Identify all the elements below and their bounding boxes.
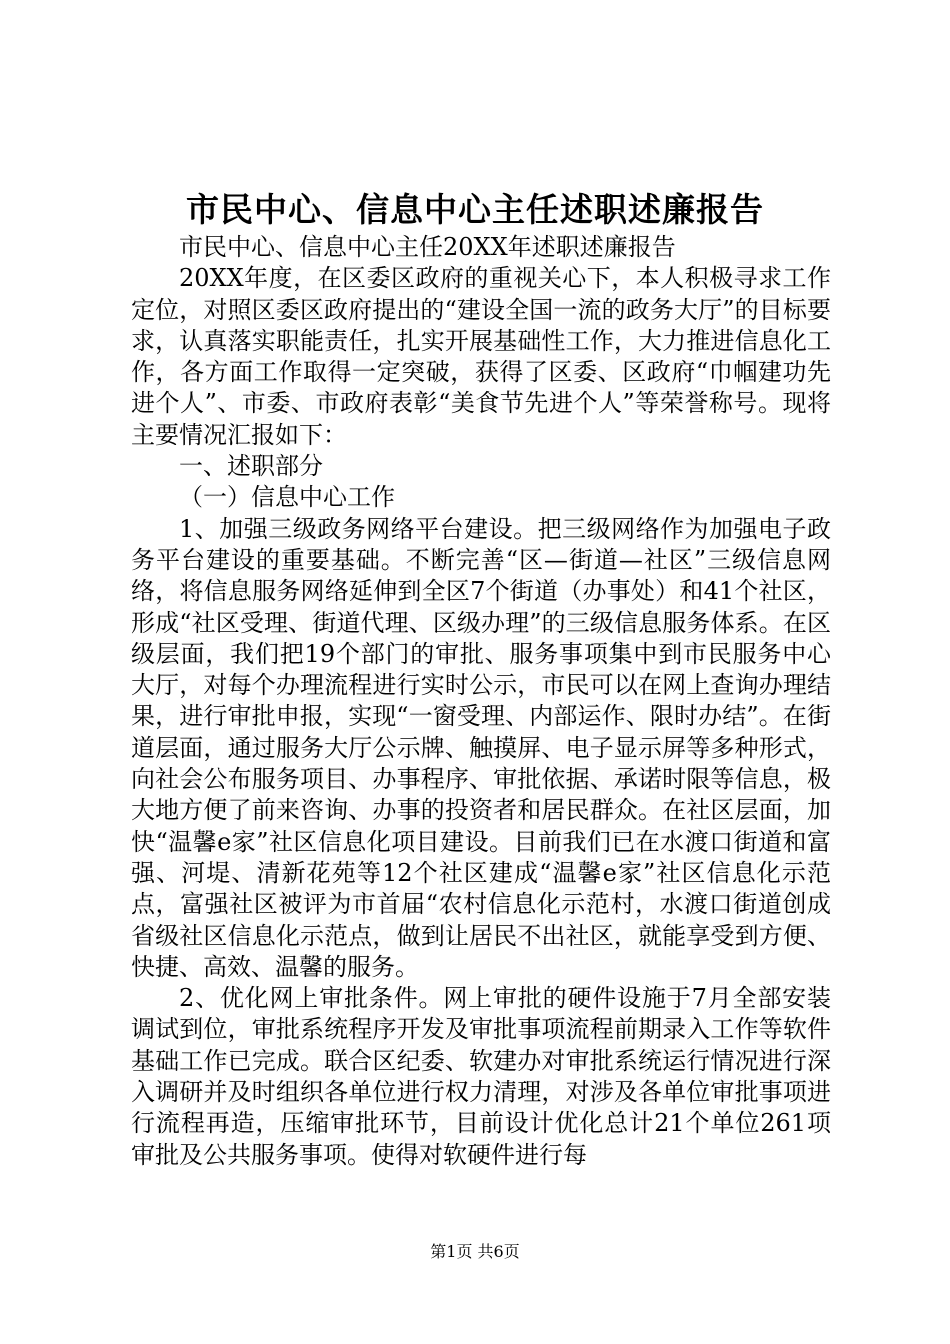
paragraph-item-2: 2、优化网上审批条件。网上审批的硬件设施于7月全部安装调试到位，审批系统程序开发及审批事项流程前期录入工作等软件基础工作已完成。联合区纪委、软建办对审批系统运行情况进行深入调研并及时组织各单位进行权力清理，对涉及各单位审批事项进行流程再造，压缩审批环节，目前设计优化总计21个单位261项审批及公共服务事项。使得对软硬件进行每 [131, 984, 831, 1169]
paragraph-item-1: 1、加强三级政务网络平台建设。把三级网络作为加强电子政务平台建设的重要基础。不断完善“区—街道—社区”三级信息网络，将信息服务网络延伸到全区7个街道（办事处）和41个社区，形成“社区受理、街道代理、区级办理”的三级信息服务体系。在区级层面，我们把19个部门的审批、服务事项集中到市民服务中心大厅，对每个办理流程进行实时公示，市民可以在网上查询办理结果，进行审批申报，实现“一窗受理、内部运作、限时办结”。在街道层面，通过服务大厅公示牌、触摸屏、电子显示屏等多种形式，向社会公布服务项目、办事程序、审批依据、承诺时限等信息，极大地方便了前来咨询、办事的投资者和居民群众。在社区层面，加快“温馨e家”社区信息化项目建设。目前我们已在水渡口街道和富强、河堤、清新花苑等12个社区建成“温馨e家”社区信息化示范点，富强社区被评为市首届“农村信息化示范村，水渡口街道创成省级社区信息化示范点，做到让居民不出社区，就能享受到方便、快捷、高效、温馨的服务。 [131, 514, 831, 981]
subsection-heading: （一）信息中心工作 [179, 483, 395, 512]
paragraph-subtitle: 市民中心、信息中心主任20XX年述职述廉报告 [179, 233, 676, 261]
document-body [131, 232, 831, 1171]
section-heading: 一、述职部分 [179, 452, 323, 481]
page-number: 第1页 共6页 [430, 1242, 520, 1261]
paragraph-intro: 20XX年度，在区委区政府的重视关心下，本人积极寻求工作定位，对照区委区政府提出的“建设全国一流的政务大厅”的目标要求，认真落实职能责任，扎实开展基础性工作，大力推进信息化工作，各方面工作取得一定突破，获得了区委、区政府“巾帼建功先进个人”、市委、市政府表彰“美食节先进个人”等荣誉称号。现将主要情况汇报如下： [131, 264, 831, 449]
document-title: 市民中心、信息中心主任述职述廉报告 [186, 190, 764, 229]
